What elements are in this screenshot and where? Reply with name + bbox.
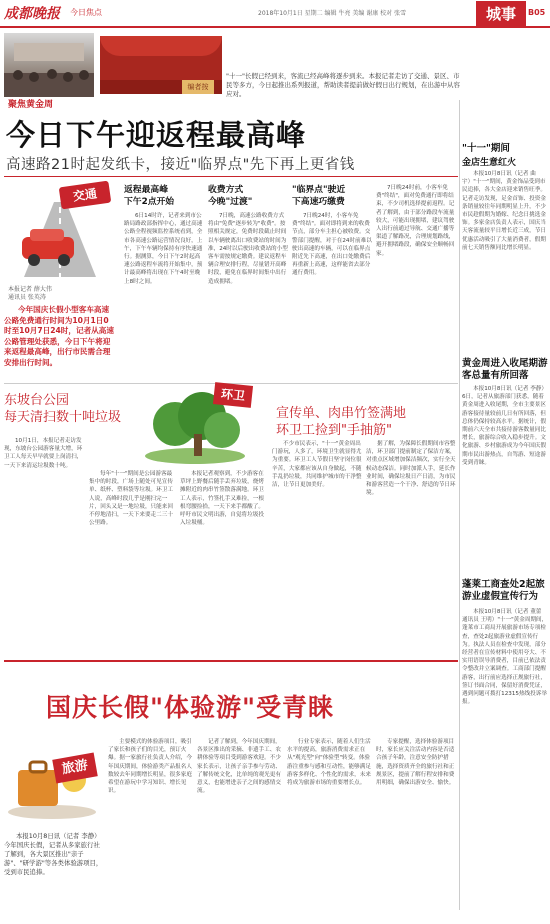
envelope-flap xyxy=(100,36,222,56)
crowd-photo-icon xyxy=(4,33,94,97)
tourism-illustration xyxy=(4,740,100,820)
litter-body-3: 不少市民表示，"十一"黄金周出门游玩，人多了，环境卫生就显得尤为重要。环卫工人节假日坚守岗位很辛苦，大家都应该从自身做起，不随手乱扔垃圾，共同维护城市的干净整洁，让节日更加美好。 xyxy=(272,441,362,489)
tourism-body-2: 记者了解到，今年国庆期间，各景区推出的采摘、非遗手工、农耕体验等项目受到游客欢迎。不少家长表示，让孩子亲手参与劳动、了解传统文化，比单纯的观光更有意义，也能增进亲子之间的感情交流。 xyxy=(197,739,281,795)
suitcase-icon xyxy=(4,740,100,820)
tourism-lead: 本报10月8日讯（记者 李静）今年国庆长假，记者从多家旅行社了解到，各大景区推出"亲子游"、"研学游"等各类体验游项目，受到市民追捧。 xyxy=(4,832,103,876)
litter-headline-line1: 宣传单、肉串竹签满地 xyxy=(276,406,407,421)
litter-body-1: 每年"十一"期间是公园游客最集中的时段，广场上随处可见宣传单、纸杯、塑料袋等垃圾。环卫工人说，高峰时段几乎是刚扫完一片，回头又是一地垃圾，只能来回不停地清扫，一天下来要走二三十公里路。 xyxy=(89,471,173,527)
litter-body-2: 本报记者观察到，不少游客在草坪上野餐后随手丢弃垃圾，烧烤摊附近的肉串竹签散落满地。环卫工人表示，竹签扎手又难捡，一根根弯腰捡拾，一天下来手都酸了。呼吁市民文明出游，自觉将垃圾投入垃圾桶。 xyxy=(180,471,264,527)
traffic-col3-body: 7日晚24时，小客车免费"终结"。面对即将到来的收费节点，部分车主担心被收费。交警部门提醒，对于在24时前难以驶出高速的车辆，可以在临界点附近先下高速，在出口处缴费后再重新上高速，这样能省去部分通行费用。 xyxy=(292,213,372,277)
edition-label: 今日焦点 xyxy=(70,8,102,17)
sidebar-story1-subtitle: 金店生意红火 xyxy=(462,158,517,168)
dateline: 2018年10月1日 星期二 编辑 牛亮 美编 谢康 校对 张雪 xyxy=(258,10,407,17)
sidebar-story2-body: 本报10月8日讯（记者 李静）6日，记者从旅游部门获悉，随着黄金周进入收尾期，全市主要景区游客接待量较前几日有所回落，但总体仍保持较高水平。据统计，假期前六天全市共接待游客数量同比增长，旅游综合收入稳步提升。文化旅游、乡村旅游成为今年国庆假期市民出游热点，自驾游、短途游受到青睐。 xyxy=(462,386,547,466)
top-photo xyxy=(4,33,94,97)
sanitation-badge: 环卫 xyxy=(213,382,253,408)
traffic-col1-heading: 返程最高峰 下午2点开始 xyxy=(124,185,175,207)
tourism-body-3: 行业专家表示，随着人们生活水平的提高，旅游消费需求正在从"观光型"向"体验型"转变。体验游注重参与感和互动性，能够满足游客多样化、个性化的需求，未来将成为旅游市场的重要增长点。 xyxy=(287,739,371,787)
main-subheadline: 高速路21时起发纸卡，接近"临界点"先下再上更省钱 xyxy=(6,157,355,173)
photo-caption: 聚焦黄金周 xyxy=(8,100,54,110)
litter-headline-line2: 环卫工捡到"手抽筋" xyxy=(276,423,392,438)
park-headline-line2: 每天清扫数十吨垃圾 xyxy=(4,410,122,425)
traffic-col3-heading: "临界点"驶近 下高速巧缴费 xyxy=(292,185,346,207)
traffic-lead: 今年国庆长假小型客车高速公路免费通行时间为10月1日0时至10月7日24时，记者从高速公路管理处获悉，今日下午将迎来返程最高峰，出行市民需合理安排出行时间。 xyxy=(4,305,114,367)
sidebar-story1-body: 本报10月8日讯（记者 曲宇）"十一"期间，黄金饰品受到市民追捧，各大金店迎来销售旺季。记者走访发现，足金首饰、投资金条销量较往年同期明显上升，不少市民趁假期为婚嫁、纪念日挑选金饰。多家金店负责人表示，国庆当天客流量较平日增长近三成，节日优惠活动吸引了大量消费者，假期前七天销售额同比增长明显。 xyxy=(462,171,546,251)
tourism-body-4: 专家提醒，选择体验游项目时，家长应关注活动内容是否适合孩子年龄，注意安全防护措施，选择资质齐全的旅行社和正规景区，提前了解行程安排和费用明细，确保出游安全、愉快。 xyxy=(376,739,455,787)
bottom-section-rule xyxy=(4,660,458,662)
tourism-badge: 旅游 xyxy=(52,753,98,784)
traffic-badge: 交通 xyxy=(59,181,112,210)
page-number: B05 xyxy=(528,8,546,17)
traffic-col2-heading: 收费方式 今晚"过渡" xyxy=(208,185,253,207)
traffic-col2-body: 7日晚，高速公路收费方式将由"免费"逐步转为"收费"。按照相关规定，免费时段截止时间以车辆驶离出口收费站的时间为准，24时以后驶出收费站的小型客车需按规定缴费。建议返程车辆合理安排行程，尽量错开高峰时段，避免在临界时间集中出行造成拥堵。 xyxy=(208,213,288,285)
headline-rule xyxy=(4,176,458,177)
traffic-col1-body: 6日14时许，记者来到市公路局路政部指挥中心，通过高速公路全程视频监控系统看到，全市各高速公路运营情况良好，上午，下午车辆均保持有序快速通行。据测算，今日下午2时起高速公路返程车流将开始集中，预计最高峰将出现在下午4时至晚上8时之间。 xyxy=(124,213,203,285)
column-divider xyxy=(459,100,460,910)
newspaper-logo: 成都晚报 xyxy=(4,6,60,22)
sidebar-story3-body: 本报10月8日讯（记者 董蕾 通讯员 王明）"十一"黄金周期间，蓬莱市工商局开展旅游市场专项检查，查处2起旅游业虚假宣传行为。执法人员在检查中发现，部分经营者在宣传材料中使用夸大、不实用语误导消费者，目前已依法责令整改并立案调查。工商部门提醒游客，出行前应选择正规旅行社，签订书面合同，保留好消费凭证，遇到问题可拨打12315热线投诉举报。 xyxy=(462,609,548,706)
sidebar-story3-title: 蓬莱工商查处2起旅游业虚假宣传行为 xyxy=(462,579,545,602)
park-body: 10月1日，本报记者走访发现，东坡台公园游客量大增，环卫工人每天早早就要上岗清扫，一天下来清运垃圾数十吨。 xyxy=(4,438,83,469)
editor-note-tag: 编者按 xyxy=(182,80,214,94)
park-headline-line1: 东坡台公园 xyxy=(4,393,70,408)
sidebar-story2-title: 黄金周进入收尾期游客总量有所回落 xyxy=(462,358,548,381)
park-headline xyxy=(4,392,124,426)
litter-headline xyxy=(276,405,456,439)
sidebar-story1-title: "十一"期间 xyxy=(462,143,510,154)
section-badge: 城事 xyxy=(476,1,526,27)
tourism-body-1: 主要模式的体验游项目，吸引了家长和孩子们的目光，预订火爆。据一家旅行社负责人介绍，今年国庆期间，体验游类产品报名人数较去年同期增长明显，很多家庭希望在游玩中学习知识、增长见识。 xyxy=(108,739,192,795)
litter-body-4: 据了解，为保障长假期间市容整洁，环卫部门提前制定了保洁方案，对重点区域增加保洁频次，实行全天候动态保洁。同时加派人手，延长作业时间，确保垃圾日产日清，为市民和游客营造一个干净、舒适的节日环境。 xyxy=(366,441,456,497)
editor-note-text: "十一"长假已经到来，客流已经高峰将逐步到来。本报记者走访了交通、景区、市民等多方，今日起推出系列报道，帮助读者提前做好假日出行规划，在出游中从容应对。 xyxy=(226,72,460,98)
tourism-headline: 国庆长假"体验游"受青睐 xyxy=(46,693,335,722)
traffic-col4-body: 7日晚24时前，小客车免费"终结"，面对免费通行即将结束，不少司机选择提前返程。记者了解到，由于部分路段车流量较大，可能出现拥堵，建议驾驶人出行前通过导航、交通广播等渠道了解路况，合理规划路线，避开拥堵路段，确保安全顺畅回家。 xyxy=(376,185,455,257)
main-headline: 今日下午迎返程最高峰 xyxy=(6,118,307,152)
traffic-byline: 本报记者 薛大伟 通讯员 张英涛 xyxy=(8,286,52,301)
